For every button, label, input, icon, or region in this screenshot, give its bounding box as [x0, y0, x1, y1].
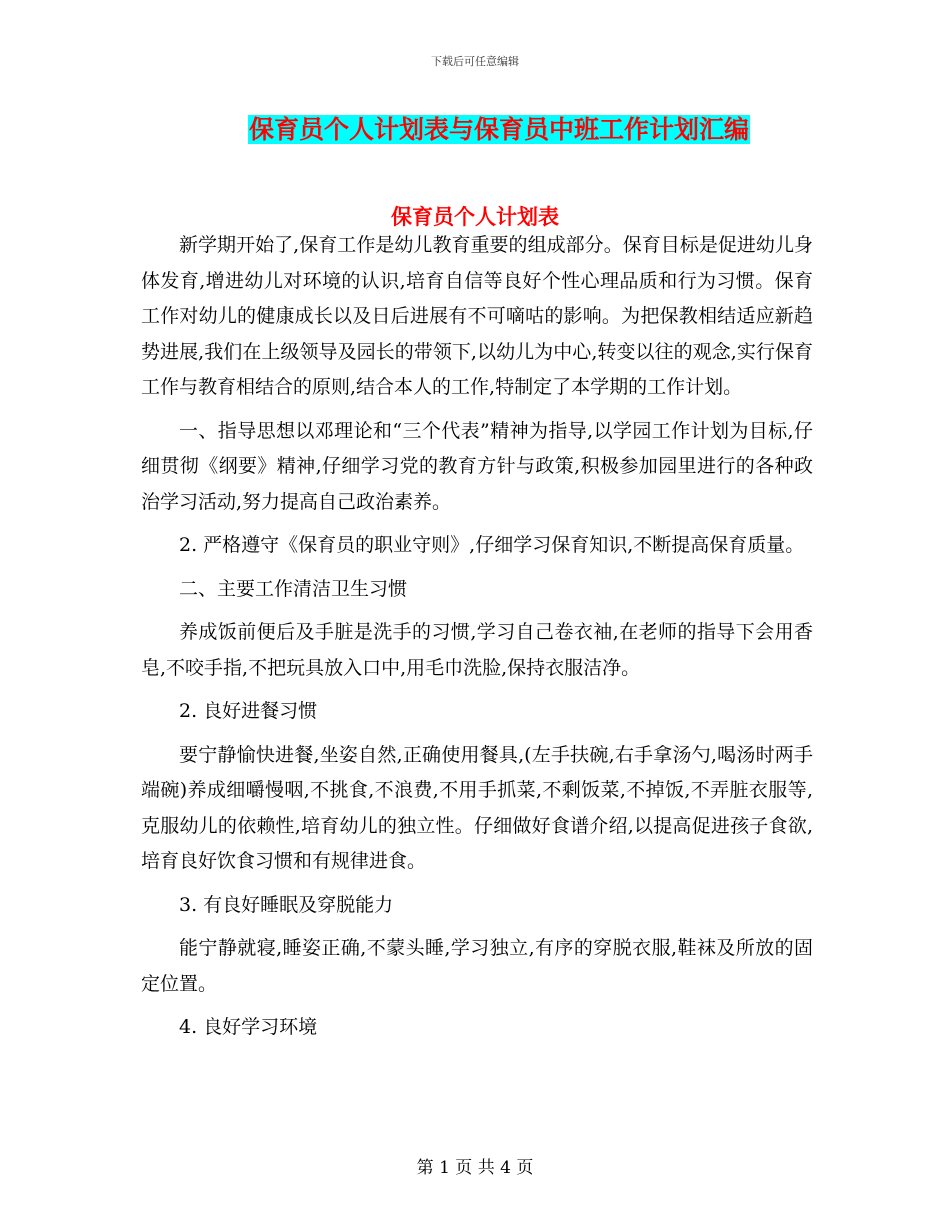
paragraph-eating-habits: 要宁静愉快进餐,坐姿自然,正确使用餐具,(左手扶碗,右手拿汤勺,喝汤时两手端碗)养成细嚼慢咽,不挑食,不浪费,不用手抓菜,不剩饭菜,不掉饭,不弄脏衣服等,克服幼儿的依赖性,培育幼儿的独立性。仔细做好食谱介绍,以提高促进孩子食欲,培育良好饮食习惯和有规律进食。: [141, 743, 813, 872]
paragraph-heading-main-work: 二、主要工作清洁卫生习惯: [179, 577, 408, 600]
paragraph-heading-environment: 4. 良好学习环境: [179, 1016, 318, 1038]
paragraph-intro: 新学期开始了,保育工作是幼儿教育重要的组成部分。保育目标是促进幼儿身体发育,增进幼儿对环境的认识,培育自信等良好个性心理品质和行为习惯。保育工作对幼儿的健康成长以及日后进展有不可嘀咕的影响。为把保教相结适应新趋势进展,我们在上级领导及园长的带领下,以幼儿为中心,转变以往的观念,实行保育工作与教育相结合的原则,结合本人的工作,特制定了本学期的工作计划。: [141, 234, 813, 398]
page-header-note: 下载后可任意编辑: [431, 55, 519, 68]
paragraph-heading-sleep: 3. 有良好睡眠及穿脱能力: [179, 893, 394, 916]
document-body: [141, 228, 813, 1046]
paragraph-guiding-ideology: 一、指导思想以邓理论和“三个代表”精神为指导,以学园工作计划为目标,仔细贯彻《纲要》精神,仔细学习党的教育方针与政策,积极参加园里进行的各种政治学习活动,努力提高自己政治素养。: [141, 419, 813, 513]
paragraph-professional-code: 2. 严格遵守《保育员的职业守则》,仔细学习保育知识,不断提高保育质量。: [179, 534, 805, 556]
paragraph-hygiene-habits: 养成饭前便后及手脏是洗手的习惯,学习自己卷衣袖,在老师的指导下会用香皂,不咬手指,不把玩具放入口中,用毛巾洗脸,保持衣服洁净。: [141, 621, 813, 679]
main-title-highlight: 保育员个人计划表与保育员中班工作计划汇编: [248, 115, 749, 144]
section-title: 保育员个人计划表: [391, 204, 559, 229]
paragraph-heading-eating: 2. 良好进餐习惯: [179, 700, 318, 722]
page-number-footer: 第 1 页 共 4 页: [416, 1158, 534, 1178]
paragraph-sleep-habits: 能宁静就寝,睡姿正确,不蒙头睡,学习独立,有序的穿脱衣服,鞋袜及所放的固定位置。: [141, 937, 813, 995]
document-main-title: [0, 113, 950, 147]
